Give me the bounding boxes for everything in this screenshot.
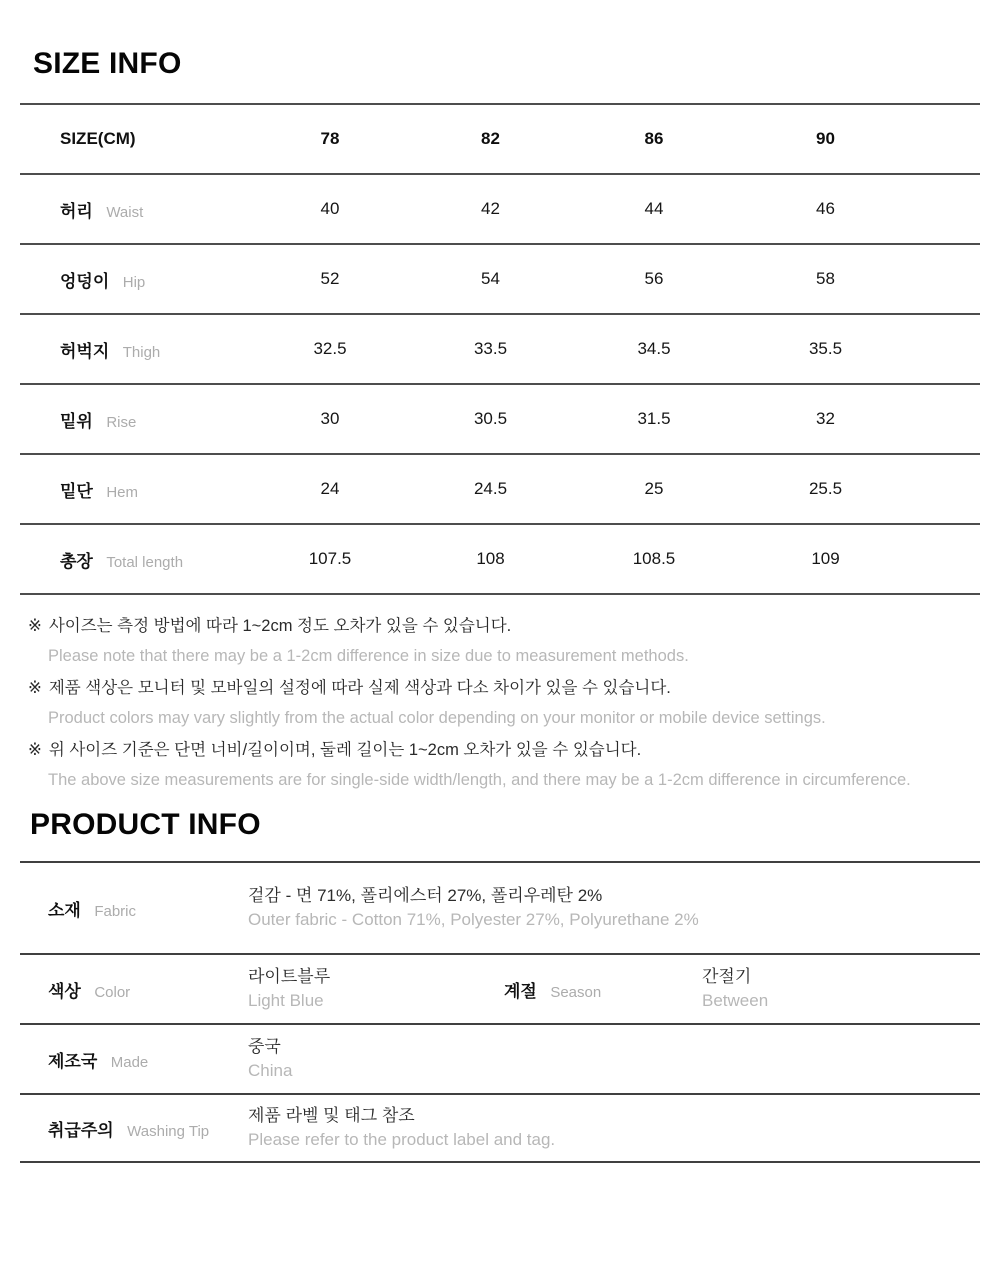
value-en: Light Blue [248,991,324,1010]
row-label-en: Fabric [94,902,136,920]
note-marker-icon: ※ [28,617,42,635]
note-kr-text: 위 사이즈 기준은 단면 너비/길이이며, 둘레 길이는 1~2cm 오차가 있을 수 있습니다. [48,741,642,759]
product-row-fabric [20,863,980,955]
size-table [20,103,980,595]
size-value: 109 [811,549,840,568]
note-measurement [28,611,980,671]
row-label-kr: 계절 [504,981,537,1001]
row-label [20,407,250,432]
row-label-kr: 취급주의 [48,1120,114,1140]
note-kr-text: 사이즈는 측정 방법에 따라 1~2cm 정도 오차가 있을 수 있습니다. [48,617,512,635]
table-row-hem [20,455,980,525]
product-row-washing-tip [20,1095,980,1163]
row-label-kr: 밑위 [60,411,93,431]
note-en-text: The above size measurements are for single-side width/length, and there may be a 1-2cm difference in circumference. [48,771,911,789]
product-info-table [20,861,980,1163]
row-label-en: Made [110,1053,149,1071]
value-en: Outer fabric - Cotton 71%, Polyester 27%, Polyurethane 2% [248,910,699,929]
size-table-header-label-cell [20,129,250,149]
value-kr: 제품 라벨 및 태그 참조 [248,1106,415,1125]
size-table-header-label: SIZE(CM) [60,129,136,148]
size-value: 24.5 [473,479,508,498]
note-single-side [28,735,980,795]
size-value: 40 [320,199,340,218]
size-notes [28,611,980,795]
size-value: 56 [644,269,664,288]
row-label [20,337,250,362]
size-table-header-row [20,105,980,175]
row-label-en: Hip [122,273,146,291]
row-label-kr: 밑단 [60,481,93,501]
row-label [20,547,250,572]
size-value: 58 [816,269,835,288]
size-value: 107.5 [308,549,352,568]
size-column-header: 90 [816,129,835,148]
table-row-thigh [20,315,980,385]
season-value [702,965,980,1013]
product-row-color-season [20,955,980,1025]
size-value: 25.5 [808,479,843,498]
row-label-en: Washing Tip [127,1122,210,1140]
row-label-kr: 소재 [48,900,81,920]
value-en: Please refer to the product label and tag. [248,1130,556,1149]
size-value: 33.5 [473,339,508,358]
size-value: 32 [816,409,835,428]
size-value: 46 [816,199,835,218]
size-column-header: 82 [481,129,500,148]
row-label-season [504,977,702,1002]
value-en: China [248,1061,293,1080]
row-label [20,896,248,921]
size-info-title: SIZE INFO [33,47,182,80]
product-row-made [20,1025,980,1095]
row-label-en: Thigh [122,343,161,361]
row-label-en: Waist [106,203,144,221]
size-column-header: 86 [644,129,664,148]
row-label-kr: 허리 [60,201,93,221]
note-marker-icon: ※ [28,741,42,759]
washing-tip-value [248,1104,980,1152]
value-kr: 중국 [248,1037,281,1056]
size-value: 35.5 [808,339,843,358]
row-label-en: Hem [106,483,138,501]
row-label-en: Rise [106,413,137,431]
size-value: 25 [644,479,664,498]
made-value [248,1035,980,1083]
row-label-kr: 총장 [60,551,93,571]
size-value: 52 [320,269,340,288]
size-value: 30.5 [473,409,508,428]
size-value: 54 [481,269,500,288]
value-kr: 겉감 - 면 71%, 폴리에스터 27%, 폴리우레탄 2% [248,886,603,905]
row-label [20,477,250,502]
note-kr-text: 제품 색상은 모니터 및 모바일의 설정에 따라 실제 색상과 다소 차이가 있을 수 있습니다. [48,679,671,697]
row-label-kr: 허벅지 [60,341,110,361]
row-label [20,197,250,222]
size-value: 24 [320,479,340,498]
row-label-kr: 엉덩이 [60,271,110,291]
row-label [20,977,248,1002]
table-row-hip [20,245,980,315]
row-label-kr: 색상 [48,981,81,1001]
row-label [20,267,250,292]
product-info-title: PRODUCT INFO [30,808,261,841]
table-row-rise [20,385,980,455]
product-detail-page [0,46,1000,1163]
size-value: 42 [481,199,500,218]
size-value: 32.5 [313,339,347,358]
size-value: 44 [644,199,664,218]
table-row-waist [20,175,980,245]
row-label-en: Color [94,983,131,1001]
size-value: 34.5 [637,339,671,358]
row-label-en: Season [550,983,602,1001]
row-label-kr: 제조국 [48,1051,98,1071]
row-label-en: Total length [106,553,184,571]
table-row-total-length [20,525,980,595]
row-label [20,1047,248,1072]
note-en-text: Please note that there may be a 1-2cm difference in size due to measurement methods. [48,647,689,665]
size-value: 108.5 [632,549,676,568]
note-color-difference [28,673,980,733]
color-value [248,965,504,1013]
value-en: Between [702,991,769,1010]
note-marker-icon: ※ [28,679,42,697]
size-value: 31.5 [637,409,671,428]
value-kr: 라이트블루 [248,967,331,986]
note-en-text: Product colors may vary slightly from the actual color depending on your monitor or mobile device settings. [48,709,826,727]
value-kr: 간절기 [702,967,752,986]
size-value: 108 [476,549,505,568]
size-column-header: 78 [320,129,340,148]
size-value: 30 [320,409,340,428]
fabric-value [248,884,980,932]
row-label [20,1116,248,1141]
